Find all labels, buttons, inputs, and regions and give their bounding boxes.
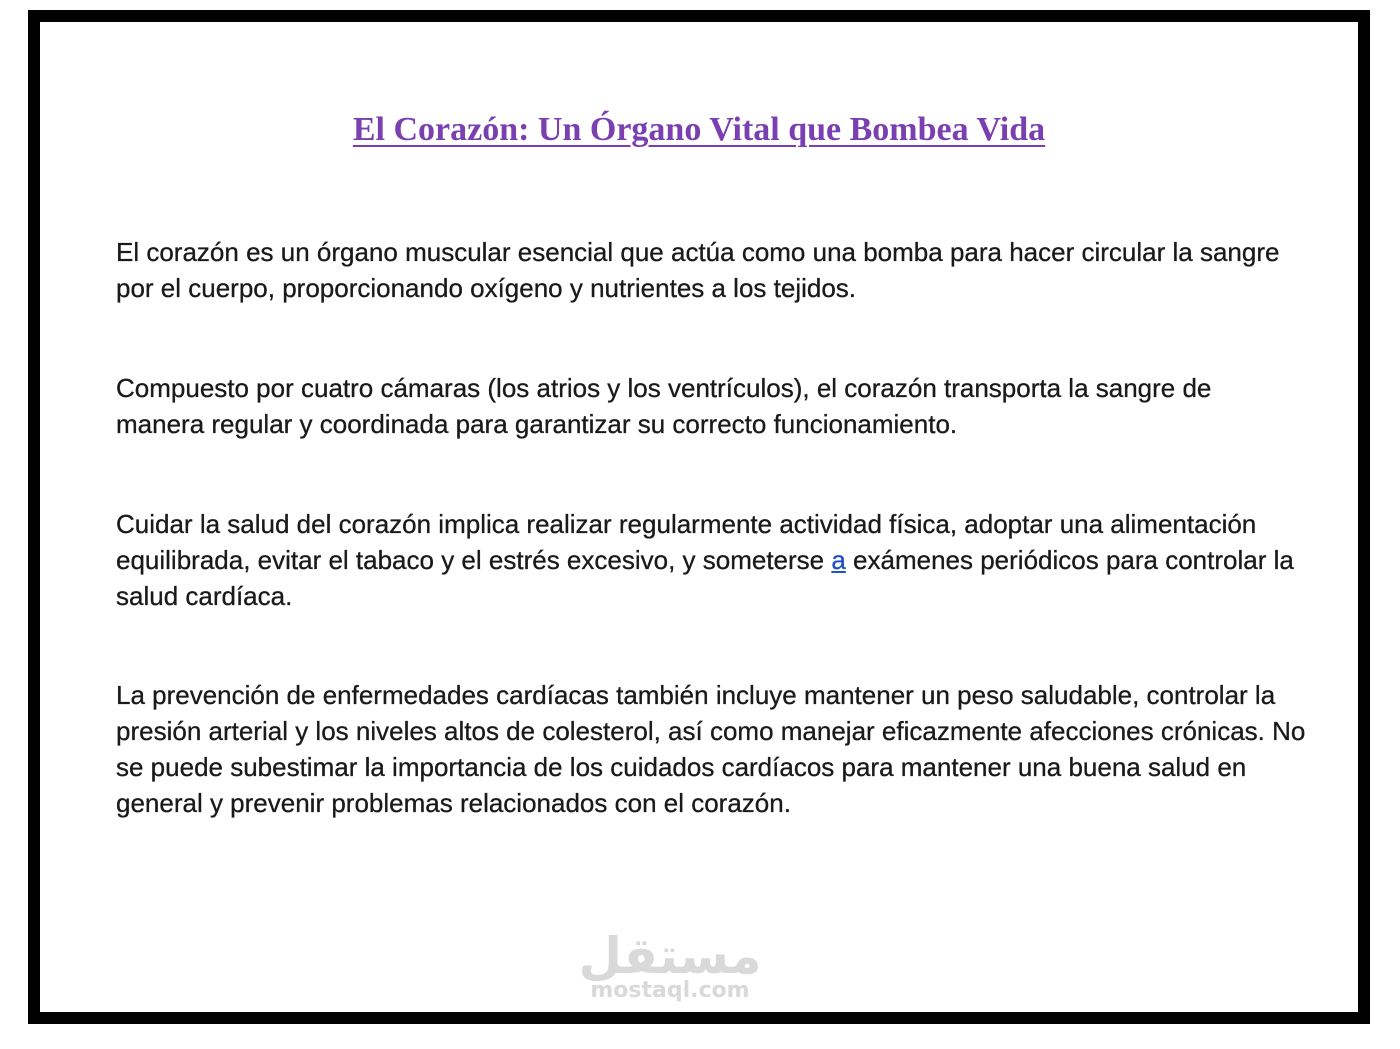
paragraph-2: Compuesto por cuatro cámaras (los atrios y los ventrículos), el corazón transporta la sangre de manera regular y coordinada para garantizar su correcto funcionamiento. bbox=[116, 373, 1212, 439]
inline-link-a[interactable]: a bbox=[831, 545, 846, 575]
paragraph-3-text-before: Cuidar la salud del corazón implica realizar regularmente actividad física, adoptar una alimentación equilibrada, evitar el tabaco y el estrés excesivo, y someterse bbox=[116, 509, 1257, 575]
document-frame bbox=[28, 10, 1370, 1024]
watermark-arabic-text: مستقل bbox=[578, 927, 762, 985]
page-title: El Corazón: Un Órgano Vital que Bombea Vida bbox=[352, 111, 1046, 148]
paragraph-3 bbox=[116, 506, 1306, 614]
watermark-latin-text: mostaql.com bbox=[590, 978, 750, 1003]
paragraph-3-text-after: exámenes periódicos para controlar la salud cardíaca. bbox=[116, 545, 1294, 611]
paragraph-1: El corazón es un órgano muscular esencial que actúa como una bomba para hacer circular la sangre por el cuerpo, proporcionando oxígeno y nutrientes a los tejidos. bbox=[116, 237, 1280, 303]
paragraph-4: La prevención de enfermedades cardíacas también incluye mantener un peso saludable, controlar la presión arterial y los niveles altos de colesterol, así como manejar eficazmente afecciones crónicas. No se puede subestimar la importancia de los cuidados cardíacos para mantener una buena salud en general y prevenir problemas relacionados con el corazón. bbox=[116, 680, 1306, 818]
